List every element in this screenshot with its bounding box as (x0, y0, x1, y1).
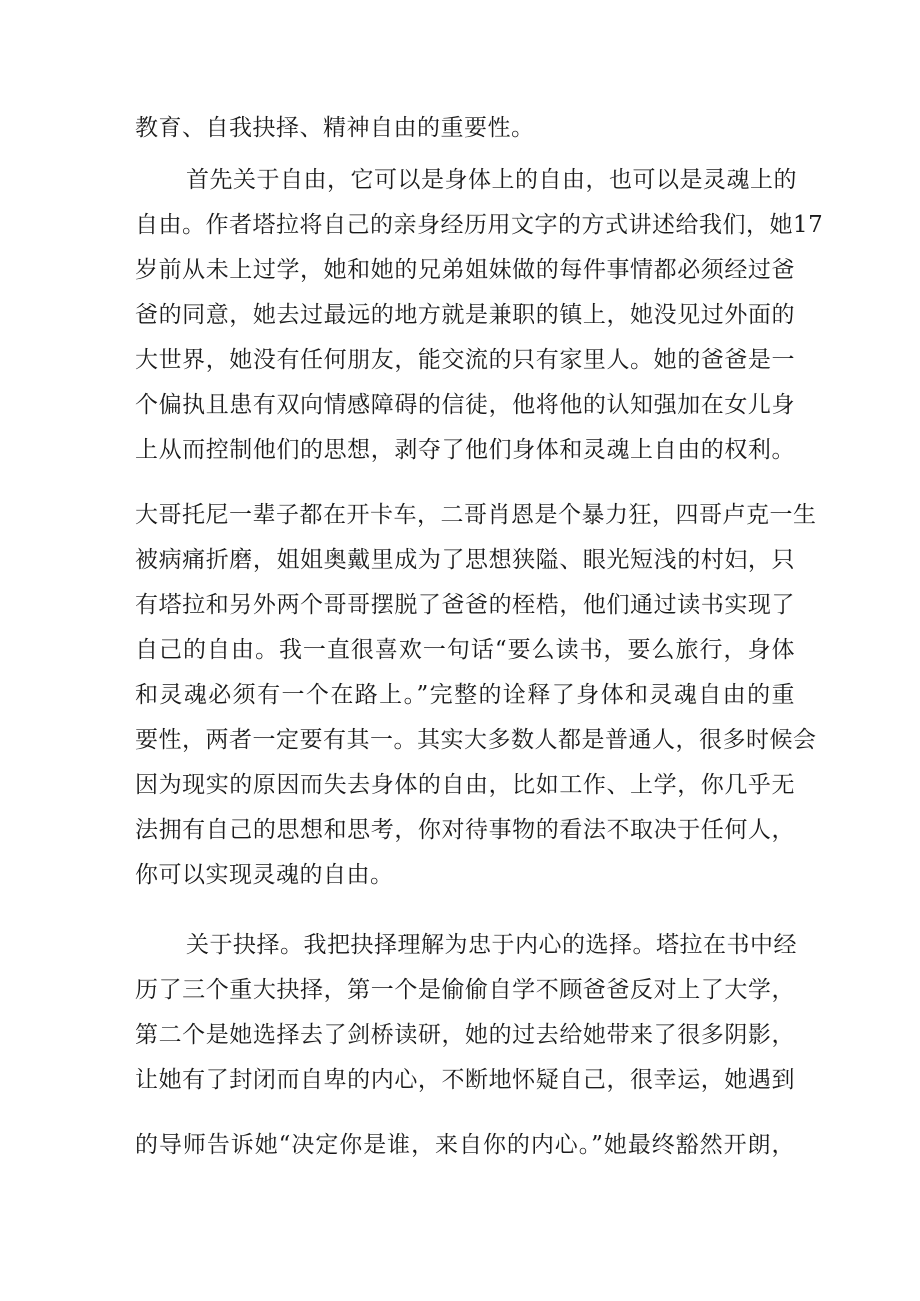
text-line: 因为现实的原因而失去身体的自由，比如工作、上学，你几乎无 (135, 772, 795, 798)
text-line: 第二个是她选择去了剑桥读研，她的过去给她带来了很多阴影， (135, 1022, 795, 1048)
text-line: 自己的自由。我一直很喜欢一句话“要么读书，要么旅行，身体 (135, 637, 795, 663)
text-line: 大哥托尼一辈子都在开卡车，二哥肖恩是个暴力狂，四哥卢克一生 (135, 502, 817, 528)
text-line: 岁前从未上过学，她和她的兄弟姐妹做的每件事情都必须经过爸 (135, 257, 795, 283)
text-line: 历了三个重大抉择，第一个是偷偷自学不顾爸爸反对上了大学， (135, 977, 795, 1003)
text-line: 法拥有自己的思想和思考，你对待事物的看法不取决于任何人， (135, 817, 795, 843)
text-line: 有塔拉和另外两个哥哥摆脱了爸爸的桎梏，他们通过读书实现了 (135, 592, 795, 618)
text-line: 大世界，她没有任何朋友，能交流的只有家里人。她的爸爸是一 (135, 347, 795, 373)
text-line: 的导师告诉她“决定你是谁，来自你的内心。”她最终豁然开朗， (135, 1132, 795, 1158)
paragraph-first-line: 首先关于自由，它可以是身体上的自由，也可以是灵魂上的 (186, 167, 797, 193)
text-line: 个偏执且患有双向情感障碍的信徒，他将他的认知强加在女儿身 (135, 392, 795, 418)
text-line: 和灵魂必须有一个在路上。”完整的诠释了身体和灵魂自由的重 (135, 682, 795, 708)
text-line: 被病痛折磨，姐姐奥戴里成为了思想狭隘、眼光短浅的村妇，只 (135, 547, 795, 573)
text-line: 教育、自我抉择、精神自由的重要性。 (135, 115, 535, 141)
text-line: 要性，两者一定要有其一。其实大多数人都是普通人，很多时候会 (135, 727, 817, 753)
text-line: 上从而控制他们的思想，剥夺了他们身体和灵魂上自由的权利。 (135, 437, 795, 463)
text-line: 让她有了封闭而自卑的内心，不断地怀疑自己，很幸运，她遇到 (135, 1067, 795, 1093)
text-line: 自由。作者塔拉将自己的亲身经历用文字的方式讲述给我们，她17 (135, 212, 824, 238)
text-line: 你可以实现灵魂的自由。 (135, 862, 394, 888)
text-line: 爸的同意，她去过最远的地方就是兼职的镇上，她没见过外面的 (135, 302, 795, 328)
paragraph-first-line: 关于抉择。我把抉择理解为忠于内心的选择。塔拉在书中经 (186, 932, 797, 958)
